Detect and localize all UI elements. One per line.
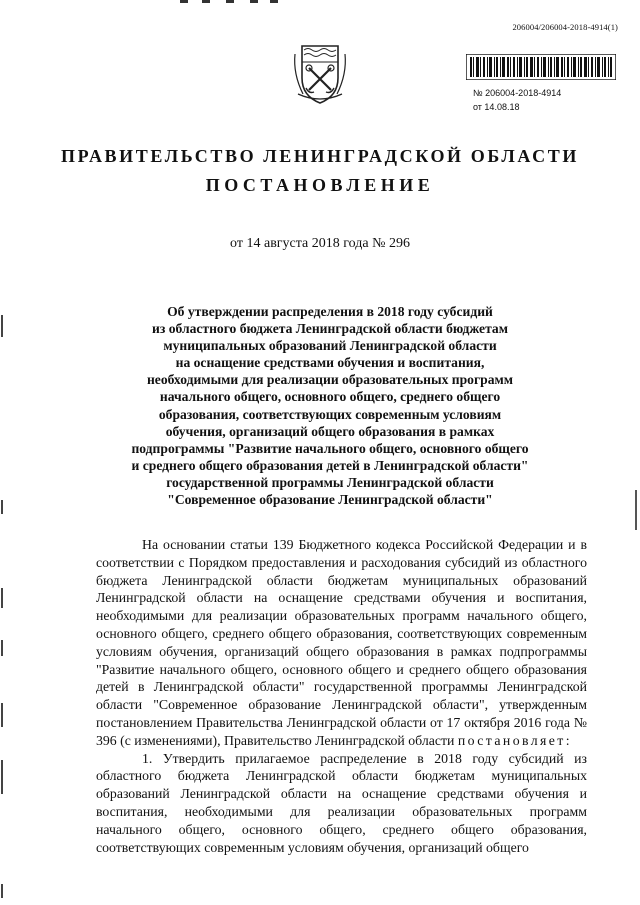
scan-artifact-right-edge <box>634 490 638 530</box>
title-line: из областного бюджета Ленинградской области бюджетам <box>152 321 508 337</box>
issuing-authority: ПРАВИТЕЛЬСТВО ЛЕНИНГРАДСКОЙ ОБЛАСТИ <box>61 146 579 166</box>
resolves-word: постановляет: <box>457 732 572 748</box>
title-line: муниципальных образований Ленинградской области <box>163 338 497 354</box>
registration-date: от 14.08.18 <box>473 102 520 112</box>
title-line: и среднего общего образования детей в Ленинградской области" <box>131 457 529 473</box>
scan-artifact-top <box>180 0 280 4</box>
document-body <box>96 536 587 856</box>
title-line: на оснащение средствами обучения и воспитания, <box>175 355 485 371</box>
title-line: обучения, организаций общего образования в рамках <box>165 423 495 439</box>
title-line: государственной программы Ленинградской области <box>166 474 494 490</box>
barcode-icon <box>466 54 616 80</box>
document-type: ПОСТАНОВЛЕНИЕ <box>205 175 435 195</box>
title-line: Об утверждении распределения в 2018 году субсидий <box>167 304 493 319</box>
title-line: "Современное образование Ленинградской области" <box>167 492 493 508</box>
title-line: подпрограммы "Развитие начального общего, основного общего <box>131 440 529 456</box>
document-date-number: от 14 августа 2018 года № 296 <box>230 236 410 251</box>
title-line: образования, соответствующих современным условиям <box>158 406 502 422</box>
preamble-paragraph <box>96 536 587 750</box>
title-line: начального общего, основного общего, среднего общего <box>159 389 501 405</box>
scan-artifact-left-edge <box>0 0 8 905</box>
title-line: необходимыми для реализации образовательных программ <box>146 372 514 388</box>
preamble-text: На основании статьи 139 Бюджетного кодекса Российской Федерации и в соответствии с Порядком предоставления и расходования субсидий из областного бюджета Ленинградской области бюджетам муниципальных образований Ленинградской области на оснащение средствами обучения и воспитания, необходимыми для реализации образовательных программ начального общего, основного общего, среднего общего образования, соответствующих современным условиям обучения, организаций общего образования в рамках подпрограммы "Развитие начального общего, основного общего и среднего общего образования детей в Ленинградской области" государственной программы Ленинградской области "Современное образование Ленинградской области", утвержденным постановлением Правительства Ленинградской области от 17 октября 2016 года № 396 (с изменениями), Правительство Ленинградской области <box>96 537 587 748</box>
document-reference-number: 206004/206004-2018-4914(1) <box>512 22 618 32</box>
registration-stamp <box>473 86 561 114</box>
coat-of-arms-icon <box>292 40 348 106</box>
clause-1-paragraph: 1. Утвердить прилагаемое распределение в 2018 году субсидий из областного бюджета Ленинградской области бюджетам муниципальных образований Ленинградской области на оснащение средствами обучения и воспитания, необходимыми для реализации образовательных программ начального общего, основного общего, среднего общего образования, соответствующих современным условиям обучения, организаций общего <box>96 750 587 855</box>
document-title <box>100 303 560 508</box>
registration-number: № 206004-2018-4914 <box>473 88 562 98</box>
